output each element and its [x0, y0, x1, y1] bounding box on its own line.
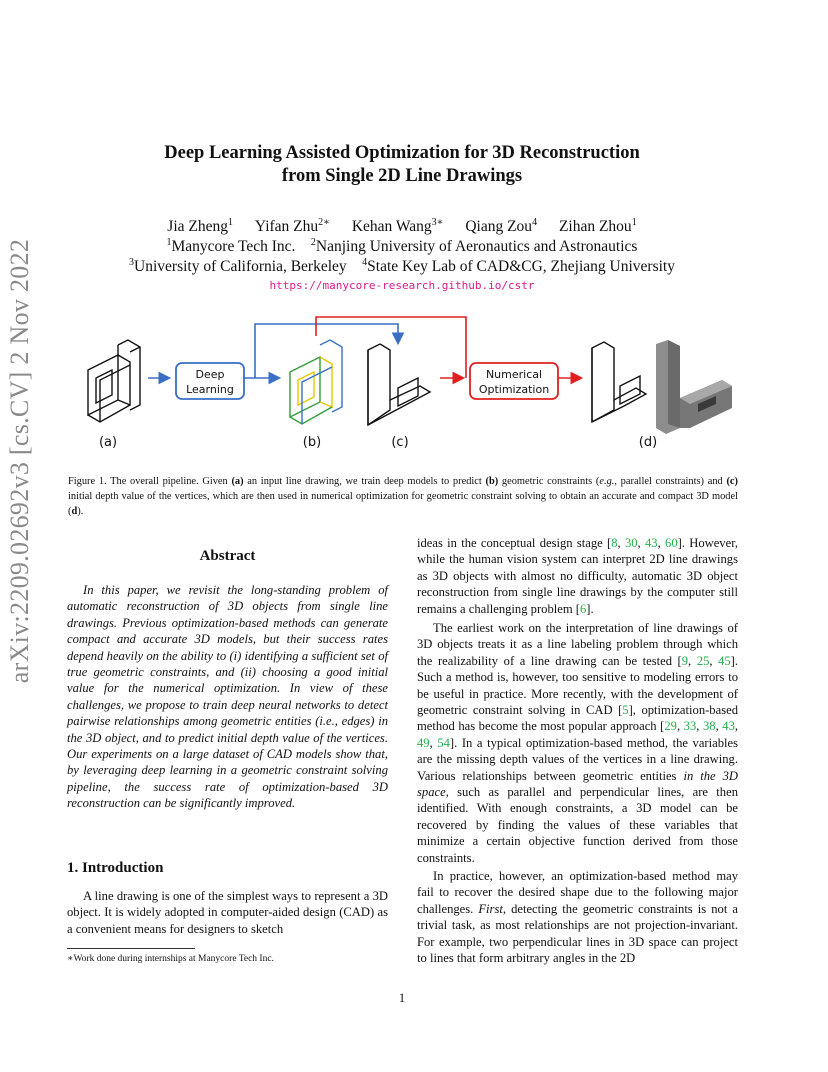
- abstract-heading: Abstract: [199, 548, 256, 564]
- citation-link[interactable]: 33: [683, 719, 697, 734]
- arxiv-stamp: arXiv:2209.02692v3 [cs.CV] 2 Nov 2022: [5, 238, 34, 684]
- citation-link[interactable]: 49: [417, 735, 430, 750]
- citation-link[interactable]: 54: [437, 735, 450, 750]
- author: Kehan Wang$^{3∗}$: [351, 216, 444, 235]
- project-url-link[interactable]: https://manycore-research.github.io/cstr: [269, 279, 535, 292]
- citation-link[interactable]: 6: [579, 601, 587, 616]
- footnote: ∗Work done during internships at Manycore Tech Inc.: [67, 954, 274, 964]
- author: Yifan Zhu$^{2∗}$: [254, 216, 330, 235]
- citation-link[interactable]: 45: [718, 653, 731, 668]
- citation-link[interactable]: 60: [665, 536, 678, 550]
- abstract-text: In this paper, we revisit the long-standing problem of automatic reconstruction of 3D objects from single line drawings. Previous optimization-based methods can generate compact and accurate 3D models, but their success rates depend heavily on the ability to (i) identifying a sufficient set of true geometric constraints, and (ii) choosing a good initial value for the numerical optimization. In view of these challenges, we propose to train deep neural networks to detect pairwise relationships among geometric entities (i.e., edges) in the 3D object, and to predict initial depth value of the vertices. Our experiments on a large dataset of CAD models show that, by leveraging deep learning in a geometric constraint solving pipeline, the success rate of optimization-based 3D reconstruction can be significantly improved.: [67, 583, 388, 811]
- paper-title: [0, 142, 804, 188]
- introduction-text: A line drawing is one of the simplest ways to represent a 3D object. It is widely adopted in computer-aided design (CAD) as a convenient means for designers to sketch: [67, 889, 388, 936]
- author: Jia Zheng$^1$: [167, 216, 233, 235]
- affiliation-line-2: $^3$University of California, Berkeley $^4$State Key Lab of CAD&CG, Zhejiang University: [129, 256, 675, 275]
- input-line-drawing: [88, 340, 140, 422]
- figure-label-c: (c): [391, 435, 409, 450]
- depth-drawing: [368, 344, 430, 425]
- right-paragraph-2: The earliest work on the interpretation of line drawings of 3D objects treats it as a line labeling problem through which the realizability of a line drawing can be tested [9, 25, 45]. Such a method is, however, too sensitive to modeling errors to be useful in practice. More recently, with the development of geometric constraint solving in CAD [5], optimization-based method has become the most popular approach [29, 33, 38, 43, 49, 54]. In a typical optimization-based method, the variables are the missing depth values of the vertices in a line drawing. Various relationships between geometric entities in the 3D space, such as parallel and perpendicular lines, are then identified. With enough constraints, a 3D model can be recovered by finding the values of these variables that minimize a certain objective function derived from those constraints.: [417, 621, 739, 865]
- figure-caption: Figure 1. The overall pipeline. Given (a) an input line drawing, we train deep models to predict (b) geometric constraints (e.g., parallel constraints) and (c) initial depth value of the vertices, which are then used in numerical optimization for geometric constraint solving to obtain an accurate and compact 3D model (d).: [68, 476, 738, 517]
- introduction-heading: 1. Introduction: [67, 860, 164, 876]
- citation-link[interactable]: 43: [722, 719, 735, 734]
- deep-learning-label-1: Deep: [195, 368, 225, 381]
- title-line-1: Deep Learning Assisted Optimization for 3D Reconstruction: [164, 143, 640, 163]
- figure-label-d: (d): [638, 435, 658, 450]
- citation-link[interactable]: 30: [624, 536, 638, 550]
- author: Zihan Zhou$^1$: [558, 216, 637, 235]
- page-number: 1: [398, 991, 406, 1005]
- author-block: [0, 217, 804, 277]
- citation-link[interactable]: 25: [696, 653, 710, 668]
- citation-link[interactable]: 29: [664, 719, 677, 734]
- pipeline-figure: [68, 300, 748, 460]
- author-list: [0, 217, 804, 237]
- figure-label-b: (b): [302, 435, 322, 450]
- figure-label-a: (a): [98, 435, 118, 450]
- citation-link[interactable]: 43: [644, 536, 658, 550]
- author: Qiang Zou$^4$: [465, 216, 538, 235]
- output-wireframe: [592, 342, 646, 422]
- citation-link[interactable]: 8: [611, 536, 618, 550]
- footnote-rule: [67, 948, 195, 949]
- affiliation-line-1: $^1$Manycore Tech Inc. $^2$Nanjing University of Aeronautics and Astronautics: [166, 236, 638, 255]
- title-line-2: from Single 2D Line Drawings: [281, 166, 523, 186]
- numerical-optimization-label-1: Numerical: [485, 368, 543, 381]
- citation-link[interactable]: 38: [702, 719, 716, 734]
- right-paragraph-3: In practice, however, an optimization-based method may fail to recover the desired shape due to the following major challenges. First, detecting the geometric constraints is not a trivial task, as most relationships are not projection-invariant. For example, two perpendicular lines in 3D space can project to lines that form arbitrary angles in the 2D: [417, 869, 738, 966]
- constraints-drawing: [290, 340, 342, 424]
- deep-learning-label-2: Learning: [186, 383, 234, 396]
- right-paragraph-1: ideas in the conceptual design stage [8, 30, 43, 60]. However, while the human vision system can interpret 2D line drawings as 3D objects with almost no difficulty, automatic 3D object reconstruction from single line drawings by the computer still remains a challenging problem [6].: [417, 536, 739, 616]
- citation-link[interactable]: 9: [681, 653, 689, 668]
- output-3d-model: [656, 340, 732, 434]
- numerical-optimization-label-2: Optimization: [478, 383, 550, 396]
- citation-link[interactable]: 5: [622, 703, 629, 718]
